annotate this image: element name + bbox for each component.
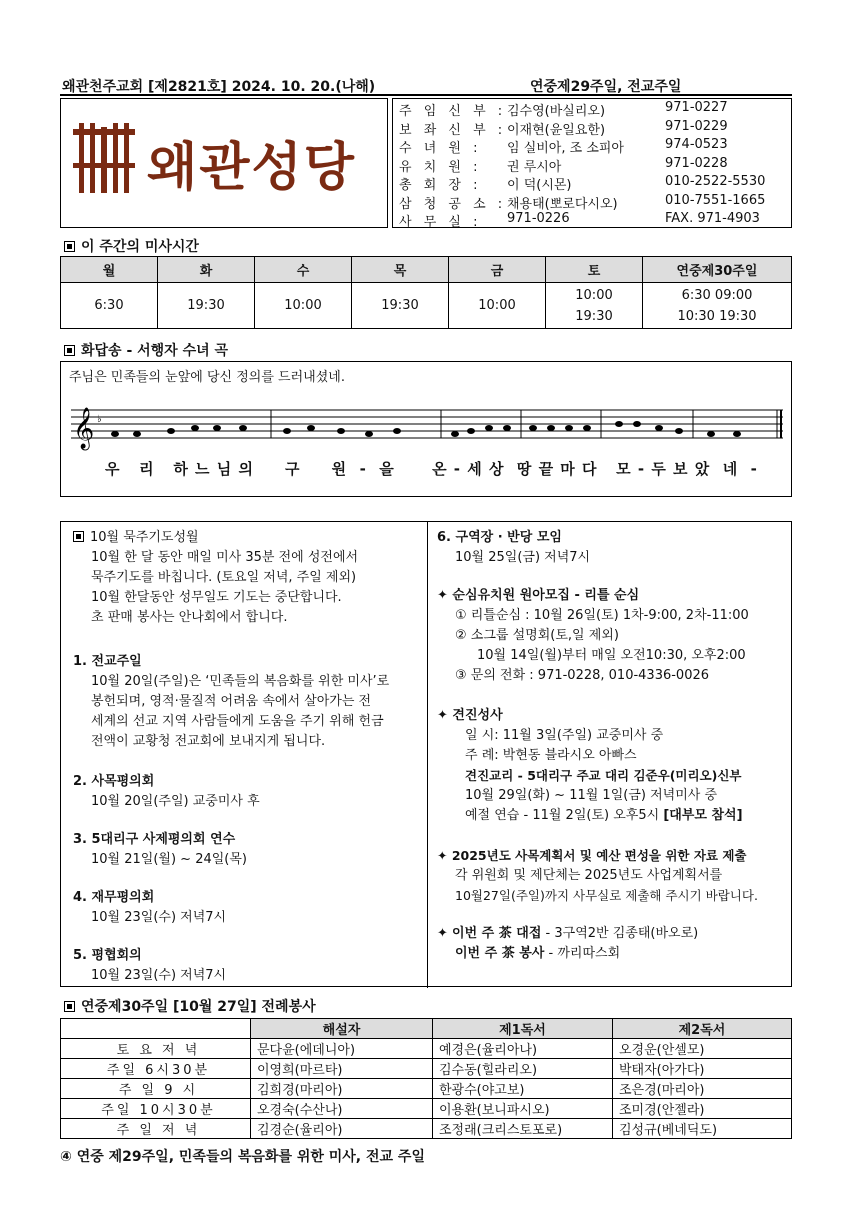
table-row [61, 1039, 792, 1059]
day-header: 화 [158, 257, 255, 283]
mass-time: 6:30 09:00 [681, 287, 753, 303]
mass-time-cell [546, 283, 643, 329]
square-bullet-icon [64, 345, 75, 356]
table-cell: 김수동(힐라리오) [433, 1059, 613, 1079]
mass-time: 19:30 [575, 308, 613, 324]
tea-host-value: - 3구역2반 김종태(바오로) [541, 926, 699, 941]
service-table [60, 1018, 792, 1139]
parish-emblem-icon [71, 123, 137, 193]
table-cell: 오경숙(수산나) [251, 1099, 433, 1119]
table-cell: 한광수(야고보) [433, 1079, 613, 1099]
psalm-title: 화답송 - 서행자 수녀 곡 [81, 343, 229, 359]
day-header: 토 [546, 257, 643, 283]
mass-slot: 주 일 저 녁 [61, 1119, 251, 1139]
staff-phone: 010-7551-1665 [665, 192, 766, 208]
staff-name: 김수영(바실리오) [507, 104, 606, 119]
column-header [61, 1019, 251, 1039]
table-cell: 조정래(크리스토포로) [433, 1119, 613, 1139]
notice-title [437, 706, 789, 726]
table-row [61, 1079, 792, 1099]
notice-line: 10월 20일(주일) 교중미사 후 [91, 794, 260, 809]
mass-time: 19:30 [158, 283, 255, 329]
notice-title: 6. 구역장 · 반당 모임 [437, 530, 562, 545]
mass-time: 10:30 19:30 [677, 308, 757, 324]
notices-right-column [437, 528, 789, 964]
notice-line: 10월27일(주일)까지 사무실로 제출해 주시기 바랍니다. [455, 888, 758, 903]
notice-line: 일 시: 11월 3일(주일) 교중미사 중 [465, 728, 664, 743]
mass-slot: 주일 6시30분 [61, 1059, 251, 1079]
notice-line [437, 806, 789, 826]
diamond-bullet-icon: ✦ [437, 588, 453, 603]
rosary-month-title-text: 10월 묵주기도성월 [90, 530, 199, 545]
notice-title: 3. 5대리구 사제평의회 연수 [73, 832, 236, 847]
mass-schedule-table [60, 256, 792, 329]
table-cell: 문다윤(에데니아) [251, 1039, 433, 1059]
table-cell: 예경은(율리아나) [433, 1039, 613, 1059]
staff-role: 삼 청 공 소 : [399, 196, 507, 212]
staff-role: 총 회 장 : [399, 178, 482, 193]
staff-role: 사 무 실 : [399, 215, 482, 230]
diamond-bullet-icon: ✦ [437, 848, 452, 863]
notices-left-column [73, 528, 423, 986]
tea-serve-label: 이번 주 茶 봉사 [455, 946, 545, 961]
rehearsal-text: 예절 연습 - 11월 2일(토) 오후5시 [465, 808, 660, 823]
notice-line: 묵주기도를 바칩니다. (토요일 저녁, 주일 제외) [91, 570, 357, 585]
table-cell: 조미경(안젤라) [613, 1099, 792, 1119]
parish-logo-text: 왜관성당 [147, 138, 356, 198]
notice-line: 견진교리 - 5대리구 주교 대리 김준우(미리오)신부 [465, 768, 742, 783]
table-cell: 박태자(아가다) [613, 1059, 792, 1079]
staff-name: 임 실비아, 조 소피아 [507, 141, 624, 156]
psalm-box [60, 361, 792, 497]
staff-phone: 971-0229 [665, 118, 728, 134]
table-row [61, 1059, 792, 1079]
page-footer: ④ 연중 제29주일, 민족들의 복음화를 위한 미사, 전교 주일 [60, 1149, 425, 1165]
staff-phone: 974-0523 [665, 137, 728, 152]
kindergarten-title: 순심유치원 원아모집 - 리틀 순심 [452, 588, 640, 603]
diamond-bullet-icon: ✦ [437, 926, 453, 941]
notice-title: 4. 재무평의회 [73, 890, 155, 905]
notice-title: 2. 사목평의회 [73, 774, 155, 789]
tea-host-label: 이번 주 茶 대접 [452, 926, 542, 941]
rosary-month-title [73, 528, 423, 548]
bulletin-issue: 왜관천주교회 [제2821호] 2024. 10. 20.(나해) [62, 79, 376, 95]
tea-serve-line [437, 944, 789, 964]
notice-line: ① 리틀순심 : 10월 26일(토) 1차-9:00, 2차-11:00 [455, 608, 749, 623]
square-bullet-icon [64, 241, 75, 252]
day-header: 목 [352, 257, 449, 283]
notice-line: 10월 23일(수) 저녁7시 [91, 910, 227, 925]
confirmation-title: 견진성사 [452, 708, 503, 723]
staff-name: 이재현(윤일요한) [507, 122, 606, 138]
svg-text:♭: ♭ [97, 414, 102, 425]
column-header: 해설자 [251, 1019, 433, 1039]
rehearsal-note: [대부모 참석] [663, 808, 743, 823]
table-cell: 김희경(마리아) [251, 1079, 433, 1099]
psalm-refrain: 주님은 민족들의 눈앞에 당신 정의를 드러내셨네. [69, 370, 345, 385]
table-row [61, 283, 792, 329]
day-header: 수 [255, 257, 352, 283]
square-bullet-icon [73, 531, 84, 542]
staff-name: 이 덕(시몬) [507, 178, 572, 193]
psalm-heading [64, 340, 228, 360]
staff-name: 채용태(뽀로다시오) [507, 196, 618, 212]
diamond-bullet-icon: ✦ [437, 708, 453, 723]
mass-schedule-heading [64, 236, 199, 256]
column-header: 제1독서 [433, 1019, 613, 1039]
notice-line: 초 판매 봉사는 안나회에서 합니다. [91, 610, 288, 625]
service-heading [64, 996, 316, 1016]
notice-title: 1. 전교주일 [73, 654, 142, 669]
staff-role: 주 임 신 부 : [399, 104, 507, 119]
tea-host-line [437, 924, 789, 944]
notice-title [437, 846, 789, 866]
staff-role: 보 좌 신 부 : [399, 122, 507, 138]
notice-line: 전액이 교황청 전교회에 보내지게 됩니다. [91, 734, 326, 749]
notice-line: 10월 23일(수) 저녁7시 [91, 968, 227, 983]
mass-slot: 주 일 9 시 [61, 1079, 251, 1099]
staff-role: 수 녀 원 : [399, 141, 482, 156]
notice-line: 10월 한 달 동안 매일 미사 35분 전에 성전에서 [91, 550, 359, 565]
notice-line: ③ 문의 전화 : 971-0228, 010-4336-0026 [455, 668, 710, 683]
mass-time: 10:00 [255, 283, 352, 329]
day-header: 연중제30주일 [643, 257, 792, 283]
notices-box [60, 521, 792, 987]
day-header: 금 [449, 257, 546, 283]
table-cell: 김경순(율리아) [251, 1119, 433, 1139]
notice-title: 5. 평협회의 [73, 948, 142, 963]
parish-logo-box [60, 98, 388, 228]
mass-slot: 주일 10시30분 [61, 1099, 251, 1119]
notice-line: 봉헌되며, 영적·물질적 어려움 속에서 살아가는 전 [91, 694, 372, 709]
staff-name: 971-0226 [507, 211, 570, 226]
staff-directory [392, 98, 792, 228]
mass-slot: 토 요 저 녁 [61, 1039, 251, 1059]
notice-line: 10월 20일(주일)은 ‘민족들의 복음화를 위한 미사’로 [91, 674, 390, 689]
notice-line: 10월 14일(월)부터 매일 오전10:30, 오후2:00 [477, 648, 746, 663]
notice-line: 세계의 선교 지역 사람들에게 도움을 주기 위해 헌금 [91, 714, 384, 729]
mass-time: 19:30 [352, 283, 449, 329]
square-bullet-icon [64, 1001, 75, 1012]
svg-text:𝄞: 𝄞 [73, 408, 95, 449]
staff-phone: 971-0227 [665, 100, 728, 115]
tea-serve-value: - 까리따스회 [544, 946, 621, 961]
table-cell: 이용환(보니파시오) [433, 1099, 613, 1119]
notice-line: 각 위원회 및 제단체는 2025년도 사업계획서를 [455, 868, 723, 883]
table-row [61, 1119, 792, 1139]
column-header: 제2독서 [613, 1019, 792, 1039]
day-header: 월 [61, 257, 158, 283]
notice-line: 10월 29일(화) ~ 11월 1일(금) 저녁미사 중 [465, 788, 718, 803]
table-row [61, 1099, 792, 1119]
liturgical-day: 연중제29주일, 전교주일 [530, 79, 682, 95]
music-staff-image [71, 400, 783, 456]
staff-phone: 010-2522-5530 [665, 174, 766, 189]
table-cell: 오경운(안셀모) [613, 1039, 792, 1059]
table-cell: 조은경(마리아) [613, 1079, 792, 1099]
staff-role: 유 치 원 : [399, 159, 482, 175]
notice-line: 10월 한달동안 성무일도 기도는 중단합니다. [91, 590, 342, 605]
table-cell: 김성규(베네딕도) [613, 1119, 792, 1139]
mass-schedule-title: 이 주간의 미사시간 [81, 239, 199, 255]
table-cell: 이영희(마르타) [251, 1059, 433, 1079]
mass-time: 10:00 [575, 287, 613, 303]
notice-line: ② 소그룹 설명회(토,일 제외) [455, 628, 619, 643]
notice-line: 10월 25일(금) 저녁7시 [455, 550, 591, 565]
staff-phone: FAX. 971-4903 [665, 211, 760, 226]
service-title: 연중제30주일 [10월 27일] 전례봉사 [81, 999, 316, 1015]
plan-title: 2025년도 사목계획서 및 예산 편성을 위한 자료 제출 [451, 848, 747, 863]
notice-line: 10월 21일(월) ~ 24일(목) [91, 852, 247, 867]
mass-time: 6:30 [61, 283, 158, 329]
bulletin-header [60, 76, 792, 96]
staff-phone: 971-0228 [665, 155, 728, 171]
mass-time-cell [643, 283, 792, 329]
psalm-lyrics: 우 리 하 느 님 의 구 원 - 을 온 - 세 상 땅 끝 마 다 모 - 두 보 았 네 - [105, 460, 758, 478]
notice-line: 주 례: 박현동 블라시오 아빠스 [465, 748, 637, 763]
table-header-row [61, 1019, 792, 1039]
table-header-row [61, 257, 792, 283]
column-divider [427, 522, 428, 988]
notice-title [437, 586, 789, 606]
staff-name: 권 루시아 [507, 159, 562, 175]
mass-time: 10:00 [449, 283, 546, 329]
